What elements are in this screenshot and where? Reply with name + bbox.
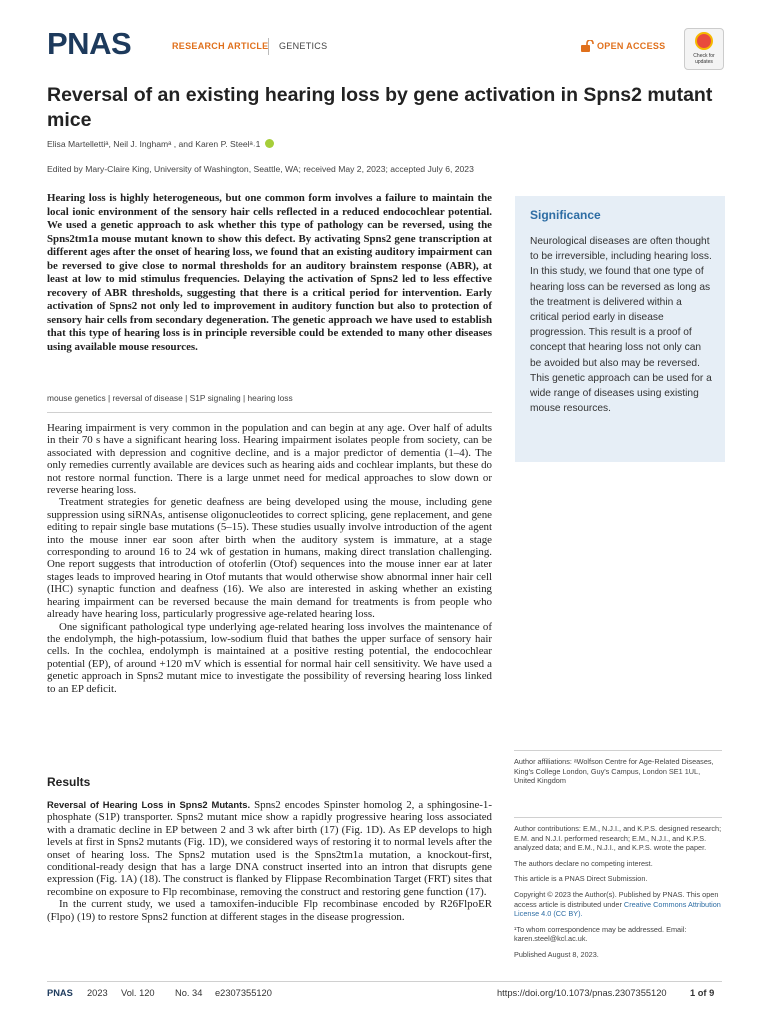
significance-box: [515, 196, 725, 462]
article-type[interactable]: RESEARCH ARTICLE: [172, 41, 269, 51]
footer-volume: Vol. 120: [121, 988, 155, 998]
license-link[interactable]: Creative Commons Attribution License 4.0 (CC BY).: [514, 899, 721, 919]
introduction: [47, 422, 492, 695]
results-subheading: Reversal of Hearing Loss in Spns2 Mutants.: [47, 799, 251, 810]
footer-eid: e2307355120: [215, 988, 272, 998]
results-section: [47, 799, 492, 923]
affiliations-text: Author affiliations: ᵃWolfson Centre for Age-Related Diseases, King's College London, Guy's Campus, London SE1 1UL, United Kingdom: [514, 757, 714, 786]
sidebar-divider: [514, 750, 722, 751]
copyright-note: [514, 890, 722, 919]
article-title: Reversal of an existing hearing loss by gene activation in Spns2 mutant mice: [47, 84, 713, 131]
results-heading: Results: [47, 775, 91, 789]
significance-text: Neurological diseases are often thought to be irreversible, including hearing loss. In this study, we found that one type of hearing loss can be reversed as long as the treatment is delivered within a critical period early in disease progression. This result is a proof of concept that hearing loss not only can be avoided but also may be reversed. This genetic approach can be used for a wide range of diseases using existing mouse resources.: [530, 236, 712, 415]
significance-title: Significance: [530, 208, 601, 222]
footer-year: 2023: [87, 988, 108, 998]
footer-divider: [47, 981, 722, 982]
copyright-text: Copyright © 2023 the Author(s). Published by PNAS. This open access article is distributed under: [514, 889, 719, 909]
doi-link[interactable]: https://doi.org/10.1073/pnas.2307355120: [497, 988, 667, 998]
published-date: Published August 8, 2023.: [514, 949, 599, 959]
footer-issue: No. 34: [175, 988, 203, 998]
orcid-icon[interactable]: [265, 139, 274, 148]
open-access-label[interactable]: OPEN ACCESS: [597, 41, 666, 51]
updates-label: Check for updates: [693, 53, 715, 65]
keywords: mouse genetics | reversal of disease | S1P signaling | hearing loss: [47, 393, 293, 403]
abstract: Hearing loss is highly heterogeneous, but one common form involves a failure to maintain the local ionic environment of the sensory hair cells reflected in a reduced endocochlear potential. We used a genetic approach to ask whether this type of pathology can be reversed, using the Spns2tm1a mouse mutant known to show this defect. By activating Spns2 gene transcription at different ages after the onset of hearing loss, we found that an existing auditory impairment can be reversed to give close to normal thresholds for an auditory brainstem response (ABR), at least at low to mid stimulus frequencies. Delaying the activation of Spns2 led to less effective recovery of ABR thresholds, suggesting that there is a critical period for intervention. Early activation of Spns2 not only led to improvement in auditory function but also to protection of sensory hair cells from secondary degeneration. The genetic approach we have used to establish that this type of hearing loss is in principle reversible could be extended to many other diseases using available mouse resources.: [47, 192, 492, 353]
contributions-text: Author contributions: E.M., N.J.I., and K.P.S. designed research; E.M. and N.J.I. performed research; E.M., N.J.I., and K.P.S. analyzed data; and E.M., N.J.I., and K.P.S. wrote the paper.: [514, 824, 722, 853]
check-for-updates-badge[interactable]: [684, 28, 724, 70]
author-list: [47, 139, 274, 149]
body-paragraph: [47, 799, 492, 898]
journal-logo[interactable]: PNAS: [47, 26, 132, 61]
submission-note: This article is a PNAS Direct Submission.: [514, 874, 648, 884]
authors-text: Elisa Martellettiᵃ, Neil J. Inghamᵃ , and Karen P. Steelᵃ˒1: [47, 139, 261, 149]
body-paragraph: Hearing impairment is very common in the population and can begin at any age. Over half of adults in their 70 s have a significant hearing loss. Hearing impairment isolates people from society, can be associated with depression and cognitive decline, and is a major predictor of dementia (1–4). The only remedies currently available are devices such as hearing aids and cochlear implants, but these do not restore normal function. There is a large unmet need for medical approaches to slow down or reverse hearing loss.: [47, 422, 492, 497]
open-lock-icon: [580, 40, 594, 52]
competing-interest: The authors declare no competing interest.: [514, 858, 653, 868]
author-affiliations: [514, 757, 722, 792]
correspondence-note: ¹To whom correspondence may be addressed. Email: karen.steel@kcl.ac.uk.: [514, 924, 687, 944]
footer-journal: PNAS: [47, 988, 73, 998]
body-paragraph: Treatment strategies for genetic deafness are being developed using the mouse, including gene suppression using siRNAs, antisense oligonucleotides to correct splicing, gene replacement, and gene editing to repair single base mutations (5–15). These studies usually involve introduction of the agent into the mouse inner ear soon after birth when the auditory system is immature, at a stage corresponding to around 16 to 24 wk of gestation in humans, making direct translation challenging. One report suggests that introduction of otoferlin (Otof) sequences into the mouse inner ear at later stages leads to improved hearing in Otof mutants that would otherwise show abnormal inner hair cell (IHC) synaptic function and deafness (16). We also are interested in asking whether an existing hearing impairment can be reversed because the main demand for treatments is from people who already have hearing loss, particularly progressive age-related hearing loss.: [47, 496, 492, 621]
article-notes: [514, 824, 722, 966]
keywords-divider: [47, 412, 492, 413]
header-divider: [268, 38, 269, 55]
results-paragraph-text: Spns2 encodes Spinster homolog 2, a sphingosine-1-phosphate (S1P) transporter. Spns2 mutant mice show a rapidly progressive hearing loss associated with a dramatic decline in EP between 2 and 3 wk after birth (17) (Fig. 1D). As EP develops to high levels at first in Spns2 mutants (Fig. 1D), we considered ways of restoring it to normal levels after the onset of hearing loss. The Spns2 mutation used is the Spns2tm1a mutation, a knockout-first, conditional-ready design that has a large DNA construct inserted into an intron that disrupts gene expression (Fig. 1A) (18). The construct is flanked by Flippase Recombination Target (FRT) sites that recombine on exposure to Flp recombinase, removing the construct and restoring gene function (17).: [47, 799, 492, 898]
sidebar-divider: [514, 817, 722, 818]
article-subject[interactable]: GENETICS: [279, 41, 328, 51]
body-paragraph: In the current study, we used a tamoxifen-inducible Flp recombinase encoded by R26FlpoER (Flpo) (19) to restore Spns2 function at different stages in the disease progression.: [47, 898, 492, 923]
page-number: 1 of 9: [690, 988, 715, 998]
updates-icon: [695, 32, 713, 50]
body-paragraph: One significant pathological type underlying age-related hearing loss involves the maintenance of the endolymph, the high-potassium, low-sodium fluid that bathes the upper surface of sensory hair cells. In the cochlea, endolymph is maintained at a positive resting potential, the endocochlear potential (EP), of around +120 mV which is essential for normal hair cell sensitivity. We have used a genetic approach in Spns2 mutant mice to investigate the possibility of reversing hearing loss linked to an EP deficit.: [47, 620, 492, 695]
edited-by: Edited by Mary-Claire King, University of Washington, Seattle, WA; received May 2, 2023; accepted July 6, 2023: [47, 164, 474, 174]
